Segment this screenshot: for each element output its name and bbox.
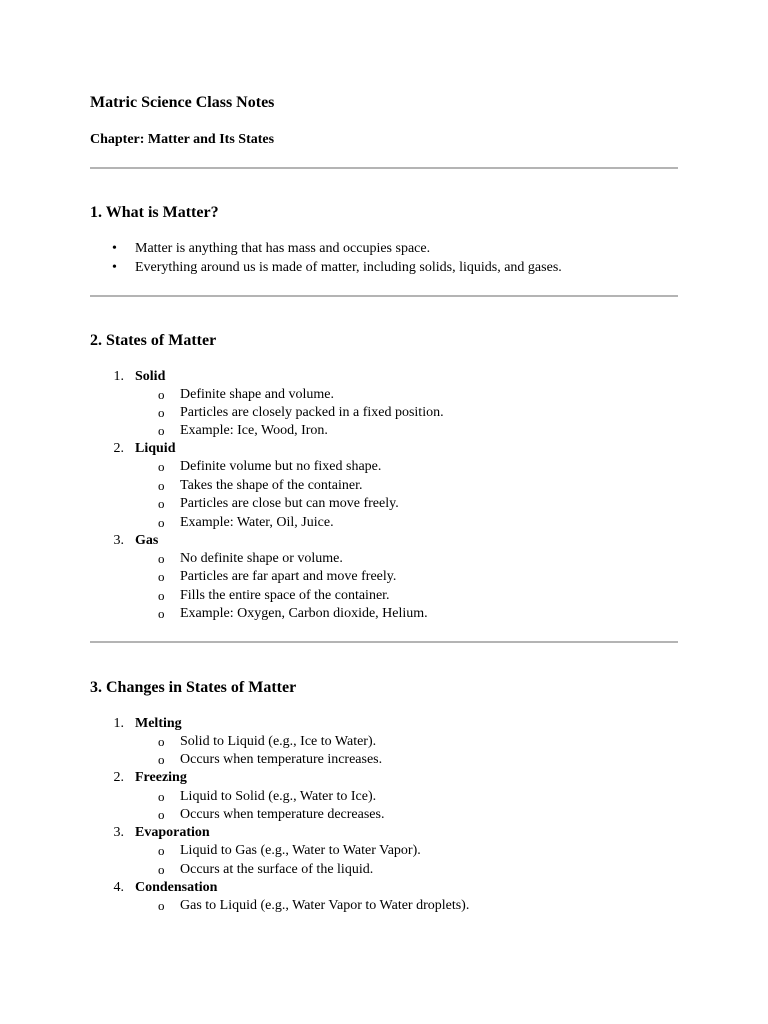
list-number: 4.	[113, 880, 124, 895]
sub-bullet-marker: o	[158, 606, 165, 621]
list-item: Occurs at the surface of the liquid.	[180, 862, 374, 877]
sub-bullet-marker: o	[158, 898, 165, 913]
state-label-liquid: Liquid	[135, 441, 176, 456]
list-number: 1.	[113, 716, 124, 731]
change-label-melting: Melting	[135, 716, 182, 731]
bullet-marker: •	[112, 260, 117, 275]
list-item: Everything around us is made of matter, including solids, liquids, and gases.	[135, 260, 562, 275]
chapter-subtitle: Chapter: Matter and Its States	[90, 132, 275, 147]
list-item: Definite shape and volume.	[180, 387, 334, 402]
sub-bullet-marker: o	[158, 459, 165, 474]
divider	[90, 641, 678, 643]
sub-bullet-marker: o	[158, 807, 165, 822]
sub-bullet-marker: o	[158, 569, 165, 584]
sub-bullet-marker: o	[158, 752, 165, 767]
divider	[90, 167, 678, 169]
sub-bullet-marker: o	[158, 515, 165, 530]
list-item: Example: Water, Oil, Juice.	[180, 515, 334, 530]
sub-bullet-marker: o	[158, 478, 165, 493]
document-title: Matric Science Class Notes	[90, 94, 275, 111]
change-label-condensation: Condensation	[135, 880, 218, 895]
list-item: Example: Oxygen, Carbon dioxide, Helium.	[180, 606, 428, 621]
list-number: 2.	[113, 770, 124, 785]
change-label-freezing: Freezing	[135, 770, 187, 785]
list-item: Particles are closely packed in a fixed position.	[180, 405, 444, 420]
list-item: Fills the entire space of the container.	[180, 588, 390, 603]
list-item: Takes the shape of the container.	[180, 478, 363, 493]
change-label-evaporation: Evaporation	[135, 825, 210, 840]
sub-bullet-marker: o	[158, 551, 165, 566]
list-number: 1.	[113, 369, 124, 384]
list-item: Definite volume but no fixed shape.	[180, 459, 382, 474]
bullet-marker: •	[112, 241, 117, 256]
list-number: 2.	[113, 441, 124, 456]
sub-bullet-marker: o	[158, 496, 165, 511]
section-heading-states-of-matter: 2. States of Matter	[90, 332, 217, 349]
list-number: 3.	[113, 825, 124, 840]
list-item: Gas to Liquid (e.g., Water Vapor to Water droplets).	[180, 898, 470, 913]
state-label-solid: Solid	[135, 369, 166, 384]
sub-bullet-marker: o	[158, 734, 165, 749]
section-heading-what-is-matter: 1. What is Matter?	[90, 204, 219, 221]
state-label-gas: Gas	[135, 533, 159, 548]
list-item: Matter is anything that has mass and occupies space.	[135, 241, 431, 256]
list-item: Occurs when temperature decreases.	[180, 807, 385, 822]
sub-bullet-marker: o	[158, 588, 165, 603]
divider	[90, 295, 678, 297]
sub-bullet-marker: o	[158, 789, 165, 804]
list-number: 3.	[113, 533, 124, 548]
list-item: Liquid to Gas (e.g., Water to Water Vapor).	[180, 843, 421, 858]
sub-bullet-marker: o	[158, 862, 165, 877]
list-item: Particles are close but can move freely.	[180, 496, 399, 511]
section-heading-changes-in-states: 3. Changes in States of Matter	[90, 679, 297, 696]
sub-bullet-marker: o	[158, 843, 165, 858]
list-item: Solid to Liquid (e.g., Ice to Water).	[180, 734, 377, 749]
list-item: Occurs when temperature increases.	[180, 752, 383, 767]
sub-bullet-marker: o	[158, 423, 165, 438]
list-item: No definite shape or volume.	[180, 551, 343, 566]
sub-bullet-marker: o	[158, 387, 165, 402]
list-item: Particles are far apart and move freely.	[180, 569, 397, 584]
list-item: Example: Ice, Wood, Iron.	[180, 423, 328, 438]
list-item: Liquid to Solid (e.g., Water to Ice).	[180, 789, 377, 804]
sub-bullet-marker: o	[158, 405, 165, 420]
